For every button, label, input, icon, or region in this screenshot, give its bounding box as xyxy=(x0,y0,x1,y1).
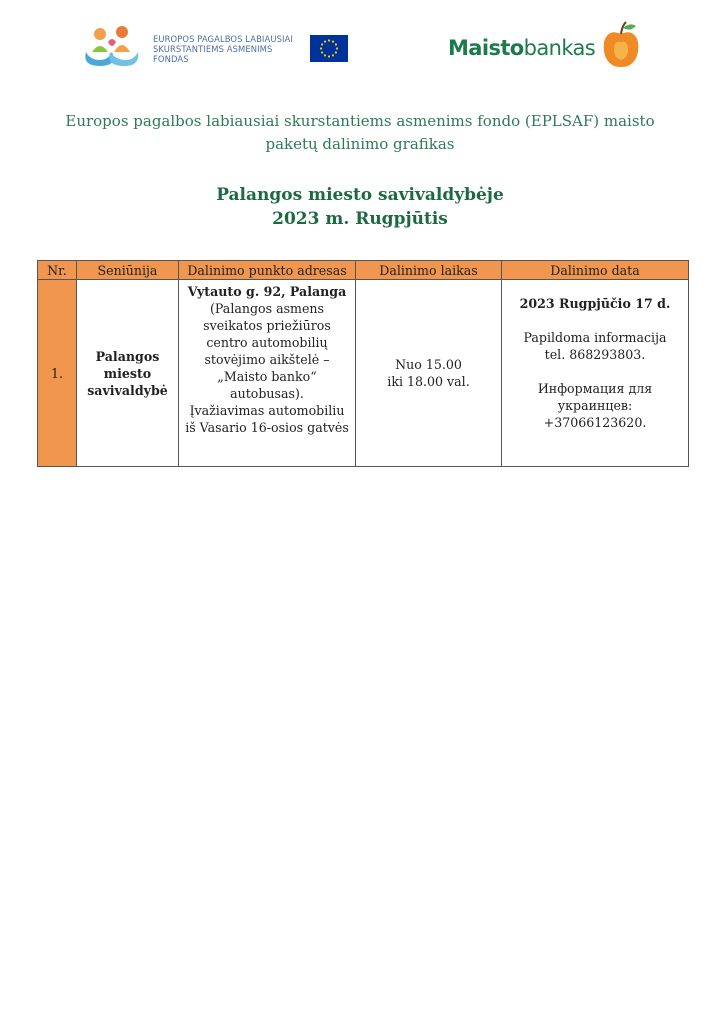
ua-info-line: +37066123620. xyxy=(543,415,647,430)
fund-name-line: FONDAS xyxy=(153,54,189,64)
info-line: tel. 868293803. xyxy=(544,347,646,362)
intro-text xyxy=(60,110,660,156)
date-cell xyxy=(502,280,689,467)
maistobankas-wordmark xyxy=(448,36,595,60)
title-line: Palangos miesto savivaldybėje xyxy=(216,185,504,205)
spacer xyxy=(506,363,684,380)
logo-text-regular: bankas xyxy=(523,36,596,60)
column-header: Dalinimo punkto adresas xyxy=(179,261,356,280)
seniunija-cell xyxy=(77,280,179,467)
fund-name-line: EUROPOS PAGALBOS LABIAUSIAI xyxy=(153,34,293,44)
time-line: iki 18.00 val. xyxy=(387,374,470,389)
maistobankas-logo xyxy=(448,20,648,70)
address-line: sveikatos priežiūros xyxy=(203,318,331,333)
title-line: 2023 m. Rugpjūtis xyxy=(272,209,448,229)
address-line: „Maisto banko“ xyxy=(217,369,317,384)
address-line: centro automobilių xyxy=(206,335,328,350)
intro-line: Europos pagalbos labiausiai skurstantiems asmenims fondo (EPLSAF) maisto xyxy=(65,112,655,130)
eu-flag-icon xyxy=(310,35,348,62)
page-header xyxy=(0,0,720,90)
table-row xyxy=(38,280,689,467)
address-main: Vytauto g. 92, Palanga xyxy=(187,284,347,299)
column-header: Nr. xyxy=(38,261,77,280)
fund-name-line: SKURSTANTIEMS ASMENIMS xyxy=(153,44,273,54)
address-cell xyxy=(179,280,356,467)
address-line: Įvažiavimas automobiliu xyxy=(189,403,345,418)
table-header-row xyxy=(38,261,689,280)
address-line: autobusas). xyxy=(230,386,304,401)
distribution-date: 2023 Rugpjūčio 17 d. xyxy=(519,296,671,311)
ua-info-line: украинцев: xyxy=(557,398,633,413)
column-header: Dalinimo data xyxy=(502,261,689,280)
info-line: Papildoma informacija xyxy=(523,330,667,345)
time-cell xyxy=(356,280,502,467)
spacer xyxy=(506,312,684,329)
ua-info-line: Информация для xyxy=(537,381,653,396)
intro-line: paketų dalinimo grafikas xyxy=(265,135,455,153)
seniunija-line: savivaldybė xyxy=(87,382,168,398)
address-line: iš Vasario 16-osios gatvės xyxy=(185,420,349,435)
apple-icon xyxy=(600,20,642,68)
distribution-table xyxy=(37,260,689,467)
logo-text-bold: Maisto xyxy=(448,36,524,60)
time-line: Nuo 15.00 xyxy=(395,357,462,372)
row-number: 1. xyxy=(38,280,77,467)
column-header: Seniūnija xyxy=(77,261,179,280)
address-line: stovėjimo aikštelė – xyxy=(204,352,330,367)
seniunija-line: miesto xyxy=(103,365,152,381)
address-line: (Palangos asmens xyxy=(209,301,325,316)
eplsaf-logo-icon xyxy=(78,22,144,70)
column-header: Dalinimo laikas xyxy=(356,261,502,280)
page-title xyxy=(60,183,660,231)
fund-name xyxy=(153,34,303,64)
seniunija-line: Palangos xyxy=(95,348,160,364)
